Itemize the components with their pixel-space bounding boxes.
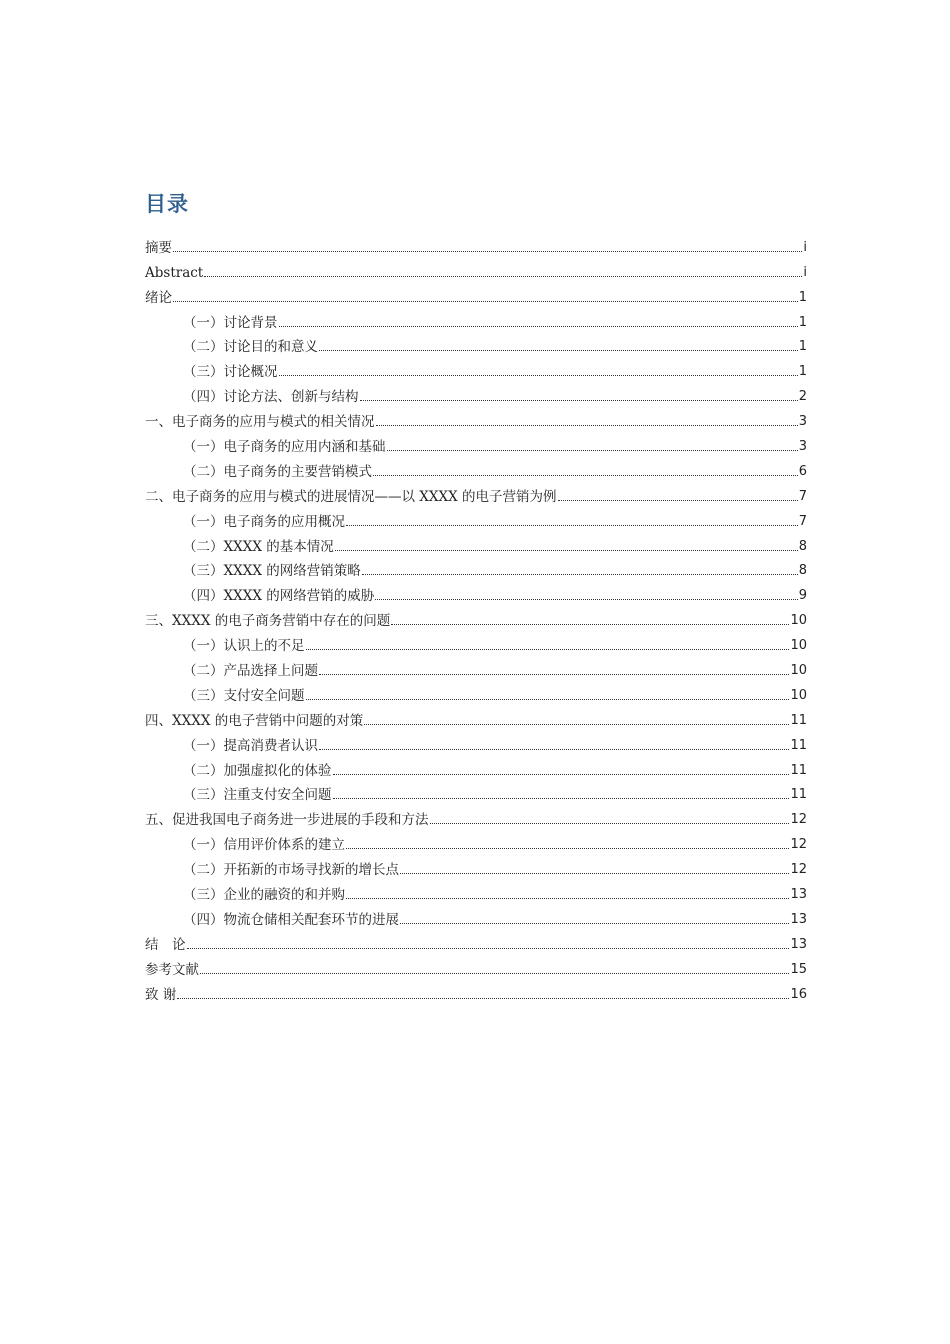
- toc-entry-title: （二）开拓新的市场寻找新的增长点: [183, 862, 399, 879]
- toc-dot-leader: [346, 898, 789, 899]
- toc-entry-title: （一）认识上的不足: [183, 638, 305, 655]
- toc-dot-leader: [333, 798, 790, 799]
- toc-entry-title: 五、促进我国电子商务进一步进展的手段和方法: [145, 812, 429, 829]
- toc-entry-page: 1: [798, 314, 807, 330]
- toc-entry[interactable]: [145, 605, 807, 630]
- toc-entry-page: 11: [790, 762, 807, 778]
- toc-dot-leader: [173, 251, 802, 252]
- toc-entry[interactable]: [145, 630, 807, 655]
- toc-entry[interactable]: [145, 531, 807, 556]
- toc-entry-page: 13: [790, 887, 807, 903]
- toc-entry[interactable]: [145, 356, 807, 381]
- toc-entry-title: （二）电子商务的主要营销模式: [183, 463, 372, 480]
- toc-dot-leader: [375, 599, 797, 600]
- toc-entry-title: 二、电子商务的应用与模式的进展情况——以 XXXX 的电子营销为例: [145, 488, 557, 505]
- toc-entry[interactable]: [145, 705, 807, 730]
- toc-dot-leader: [376, 425, 798, 426]
- toc-dot-leader: [387, 450, 798, 451]
- toc-entry[interactable]: [145, 381, 807, 406]
- toc-dot-leader: [306, 649, 790, 650]
- toc-dot-leader: [558, 500, 798, 501]
- toc-dot-leader: [391, 624, 789, 625]
- toc-title: 目录: [145, 192, 189, 216]
- toc-dot-leader: [400, 923, 789, 924]
- toc-dot-leader: [200, 973, 789, 974]
- toc-entry[interactable]: [145, 282, 807, 307]
- toc-dot-leader: [319, 674, 789, 675]
- toc-entry-title: （三）注重支付安全问题: [183, 787, 332, 804]
- toc-entry-page: 8: [798, 538, 807, 554]
- toc-entry[interactable]: [145, 257, 807, 282]
- toc-dot-leader: [279, 326, 798, 327]
- toc-dot-leader: [319, 350, 798, 351]
- toc-entry-title: 绪论: [145, 289, 172, 306]
- toc-entry-page: 9: [798, 588, 807, 604]
- toc-entry-title: （一）讨论背景: [183, 314, 278, 331]
- toc-entry[interactable]: [145, 979, 807, 1004]
- toc-entry-title: （二）产品选择上问题: [183, 663, 318, 680]
- toc-dot-leader: [400, 873, 789, 874]
- toc-entry[interactable]: [145, 332, 807, 357]
- toc-dot-leader: [177, 998, 789, 999]
- toc-entry-page: 2: [798, 389, 807, 405]
- toc-entry-title: （三）企业的融资的和并购: [183, 887, 345, 904]
- toc-entry-page: 13: [790, 911, 807, 927]
- toc-entry[interactable]: [145, 929, 807, 954]
- toc-entry-page: 15: [790, 961, 807, 977]
- toc-entry-page: 10: [790, 663, 807, 679]
- toc-entry-page: 3: [798, 414, 807, 430]
- toc-dot-leader: [204, 276, 802, 277]
- toc-entry-page: i: [803, 239, 807, 255]
- toc-entry-title: 结 论: [145, 936, 186, 953]
- toc-dot-leader: [360, 400, 798, 401]
- toc-entry-page: 7: [798, 488, 807, 504]
- toc-entry[interactable]: [145, 680, 807, 705]
- toc-entry-page: 11: [790, 737, 807, 753]
- toc-entry[interactable]: [145, 904, 807, 929]
- toc-entry[interactable]: [145, 655, 807, 680]
- toc-entry-page: 7: [798, 513, 807, 529]
- toc-entry-title: （四）XXXX 的网络营销的威胁: [183, 588, 375, 605]
- toc-entry[interactable]: [145, 406, 807, 431]
- toc-entry-title: 四、XXXX 的电子营销中问题的对策: [145, 712, 364, 729]
- toc-entry-title: （三）XXXX 的网络营销策略: [183, 563, 361, 580]
- toc-dot-leader: [346, 525, 798, 526]
- toc-entry-page: 12: [790, 837, 807, 853]
- toc-entry-title: （二）讨论目的和意义: [183, 339, 318, 356]
- toc-dot-leader: [333, 774, 790, 775]
- toc-entry[interactable]: [145, 431, 807, 456]
- toc-entry[interactable]: [145, 854, 807, 879]
- toc-entry-page: 1: [798, 364, 807, 380]
- toc-entry-page: 6: [798, 463, 807, 479]
- toc-entry[interactable]: [145, 580, 807, 605]
- toc-entry-title: （三）讨论概况: [183, 364, 278, 381]
- toc-entry[interactable]: [145, 780, 807, 805]
- toc-entry-page: 11: [790, 787, 807, 803]
- toc-entry-title: 摘要: [145, 239, 172, 256]
- toc-entry[interactable]: [145, 481, 807, 506]
- toc-entry-page: 10: [790, 613, 807, 629]
- toc-dot-leader: [364, 724, 789, 725]
- toc-entry-title: （一）提高消费者认识: [183, 737, 318, 754]
- toc-dot-leader: [335, 550, 798, 551]
- toc-entry-title: 致 谢: [145, 986, 177, 1003]
- toc-entry-page: 10: [790, 638, 807, 654]
- toc-entry-title: （四）讨论方法、创新与结构: [183, 389, 359, 406]
- toc-dot-leader: [362, 574, 798, 575]
- toc-entry[interactable]: [145, 730, 807, 755]
- toc-entry[interactable]: [145, 755, 807, 780]
- toc-dot-leader: [346, 848, 789, 849]
- toc-entry-title: （三）支付安全问题: [183, 687, 305, 704]
- toc-entry[interactable]: [145, 307, 807, 332]
- toc-entry-title: （四）物流仓储相关配套环节的进展: [183, 911, 399, 928]
- toc-entry-title: （一）信用评价体系的建立: [183, 837, 345, 854]
- toc-dot-leader: [319, 749, 789, 750]
- toc-dot-leader: [306, 699, 790, 700]
- toc-entry-page: 10: [790, 687, 807, 703]
- toc-entry[interactable]: [145, 556, 807, 581]
- toc-entry-page: 13: [790, 936, 807, 952]
- toc-entry-page: 1: [798, 289, 807, 305]
- toc-entry[interactable]: [145, 829, 807, 854]
- toc-dot-leader: [430, 823, 790, 824]
- toc-entry-page: i: [803, 264, 807, 280]
- toc-entry-title: （一）电子商务的应用概况: [183, 513, 345, 530]
- toc-entry-title: Abstract: [145, 264, 204, 281]
- toc-list: [145, 232, 807, 1004]
- toc-entry-page: 12: [790, 862, 807, 878]
- toc-dot-leader: [279, 375, 798, 376]
- toc-entry-page: 3: [798, 439, 807, 455]
- toc-dot-leader: [373, 475, 798, 476]
- toc-entry-title: （二）XXXX 的基本情况: [183, 538, 334, 555]
- toc-entry-title: 参考文献: [145, 961, 199, 978]
- toc-entry-page: 12: [790, 812, 807, 828]
- toc-dot-leader: [173, 301, 798, 302]
- toc-entry-page: 16: [790, 986, 807, 1002]
- toc-entry-title: 三、XXXX 的电子商务营销中存在的问题: [145, 613, 391, 630]
- toc-entry[interactable]: [145, 456, 807, 481]
- toc-entry[interactable]: [145, 232, 807, 257]
- toc-entry-title: （一）电子商务的应用内涵和基础: [183, 439, 386, 456]
- toc-entry[interactable]: [145, 954, 807, 979]
- toc-entry-title: （二）加强虚拟化的体验: [183, 762, 332, 779]
- toc-entry[interactable]: [145, 879, 807, 904]
- toc-entry-page: 1: [798, 339, 807, 355]
- toc-entry-title: 一、电子商务的应用与模式的相关情况: [145, 414, 375, 431]
- toc-dot-leader: [187, 948, 790, 949]
- toc-entry-page: 8: [798, 563, 807, 579]
- toc-entry[interactable]: [145, 506, 807, 531]
- toc-entry[interactable]: [145, 804, 807, 829]
- toc-entry-page: 11: [790, 712, 807, 728]
